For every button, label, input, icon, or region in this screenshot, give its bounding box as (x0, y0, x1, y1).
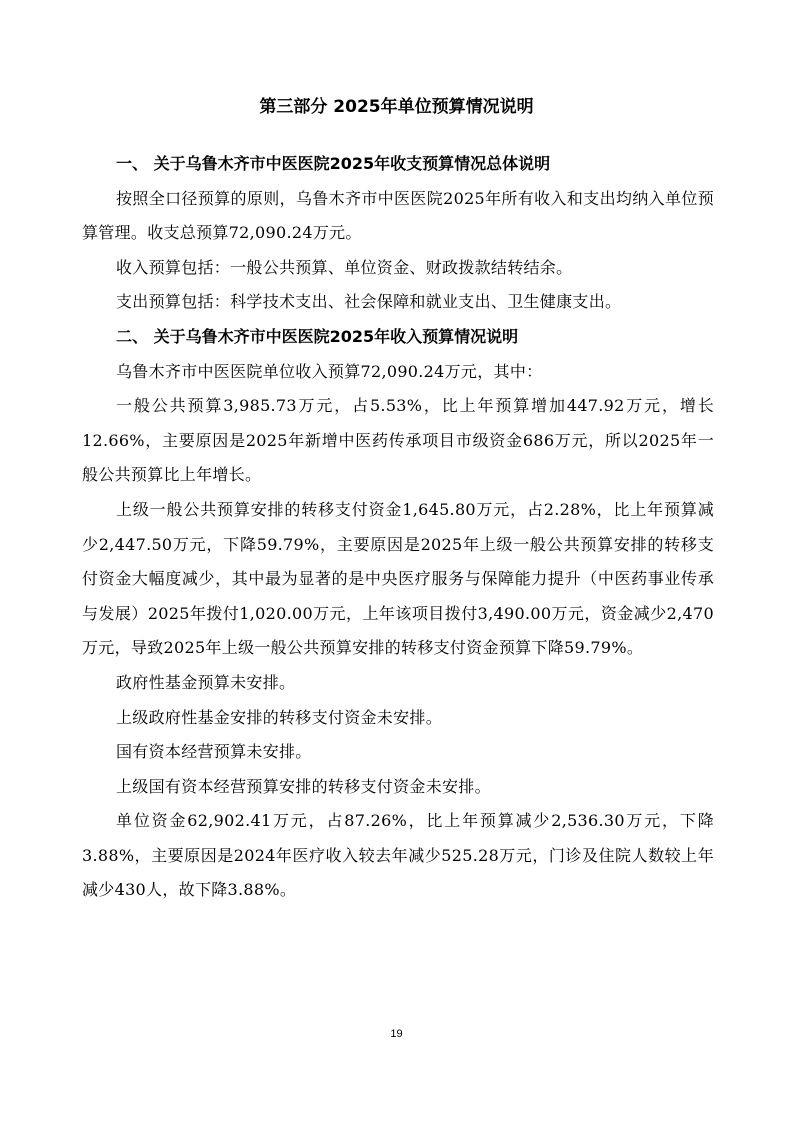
paragraph: 国有资本经营预算未安排。 (116, 742, 312, 762)
section-heading-2: 二、 关于乌鲁木齐市中医医院2025年收入预算情况说明 (116, 326, 519, 346)
paragraph: 收入预算包括：一般公共预算、单位资金、财政拨款结转结余。 (116, 257, 573, 277)
paragraph: 乌鲁木齐市中医医院单位收入预算72,090.24万元，其中： (116, 361, 543, 381)
paragraph: 政府性基金预算未安排。 (116, 672, 296, 692)
paragraph: 上级一般公共预算安排的转移支付资金1,645.80万元，占2.28%，比上年预算减少2,447.50万元，下降59.79%，主要原因是2025年上级一般公共预算安排的转移支付资金大幅度减少，其中最为显著的是中央医疗服务与保障能力提升（中医药事业传承与发展）2025年拨付1,020.00万元，上年该项目拨付3,490.00万元，资金减少2,470万元，导致2025年上级一般公共预算安排的转移支付资金预算下降59.79%。 (82, 499, 714, 658)
page-title: 第三部分 2025年单位预算情况说明 (259, 97, 534, 117)
paragraph: 一般公共预算3,985.73万元，占5.53%，比上年预算增加447.92万元，增长12.66%，主要原因是2025年新增中医药传承项目市级资金686万元，所以2025年一般公共预算比上年增长。 (82, 396, 714, 485)
paragraph: 按照全口径预算的原则，乌鲁木齐市中医医院2025年所有收入和支出均纳入单位预算管理。收支总预算72,090.24万元。 (82, 188, 714, 243)
paragraph: 支出预算包括：科学技术支出、社会保障和就业支出、卫生健康支出。 (116, 292, 622, 312)
section-heading-1: 一、 关于乌鲁木齐市中医医院2025年收支预算情况总体说明 (116, 154, 551, 173)
document-body (82, 147, 714, 908)
paragraph: 上级政府性基金安排的转移支付资金未安排。 (116, 707, 443, 727)
paragraph: 单位资金62,902.41万元，占87.26%，比上年预算减少2,536.30万元，下降3.88%，主要原因是2024年医疗收入较去年减少525.28万元，门诊及住院人数较上年减少430人，故下降3.88%。 (82, 811, 714, 900)
page-number: 19 (390, 1028, 403, 1040)
paragraph: 上级国有资本经营预算安排的转移支付资金未安排。 (116, 776, 491, 796)
